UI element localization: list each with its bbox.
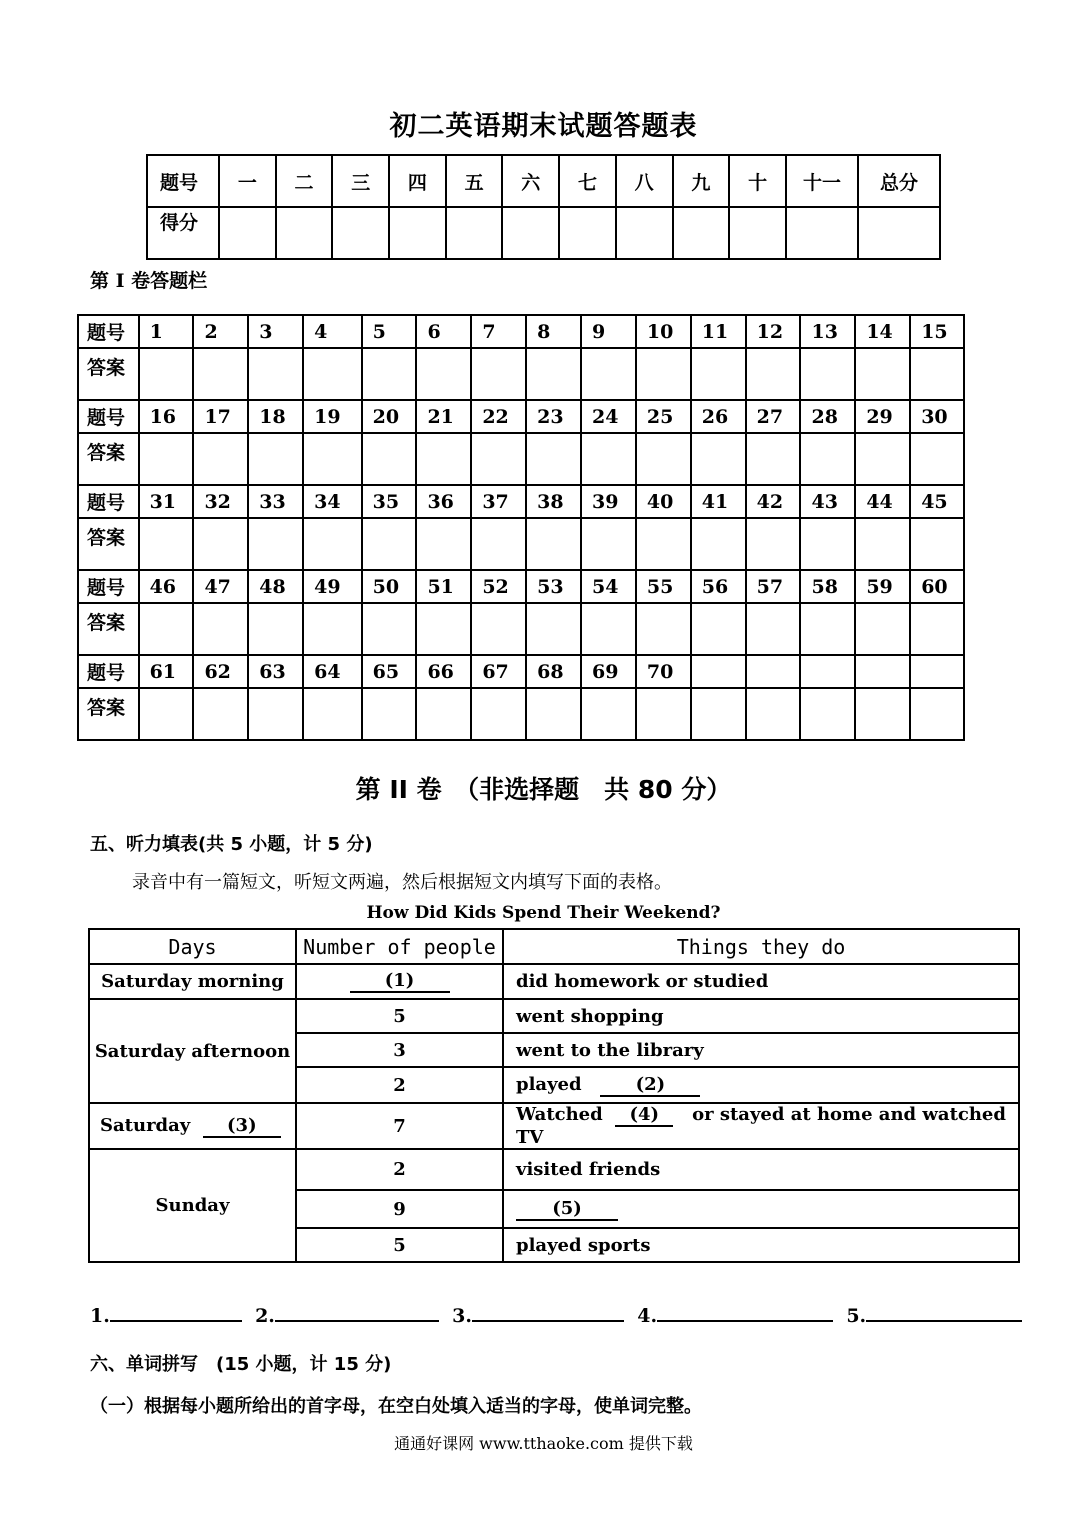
listening-header-row — [89, 929, 1019, 964]
answer-cell[interactable] — [303, 688, 361, 740]
question-number: 16 — [139, 400, 194, 433]
thing-cell: played sports — [503, 1228, 1019, 1262]
question-number: 8 — [526, 315, 581, 348]
answer-label: 答案 — [78, 603, 139, 655]
question-number: 13 — [800, 315, 855, 348]
answer-cell[interactable] — [910, 518, 964, 570]
answer-row — [78, 688, 964, 740]
answer-cell[interactable] — [471, 603, 526, 655]
answer-cell[interactable] — [910, 433, 964, 485]
score-cell[interactable] — [673, 207, 730, 259]
number-cell: 5 — [296, 1228, 503, 1262]
answer-cell[interactable] — [526, 348, 581, 400]
score-header-row — [147, 155, 940, 207]
question-number: 10 — [636, 315, 691, 348]
question-number: 35 — [362, 485, 417, 518]
question-number: 62 — [193, 655, 248, 688]
answer-cell[interactable] — [248, 688, 303, 740]
question-number: 26 — [691, 400, 746, 433]
answer-cell[interactable] — [248, 603, 303, 655]
number-cell: 2 — [296, 1067, 503, 1103]
thing-text: or stayed at home and watched TV — [516, 1104, 1006, 1148]
score-col: 四 — [389, 155, 446, 207]
question-number: 28 — [800, 400, 855, 433]
answer-label: 5. — [846, 1305, 867, 1327]
question-number: 60 — [910, 570, 964, 603]
answer-cell[interactable] — [139, 603, 194, 655]
answer-cell[interactable] — [471, 688, 526, 740]
answer-cell[interactable] — [910, 348, 964, 400]
question-number: 39 — [581, 485, 636, 518]
score-row-label: 得分 — [147, 207, 219, 259]
number-cell: 2 — [296, 1149, 503, 1190]
listening-row — [89, 1103, 1019, 1149]
thing-cell: went shopping — [503, 999, 1019, 1033]
answer-cell[interactable] — [362, 348, 417, 400]
answer-cell[interactable] — [636, 433, 691, 485]
answer-cell[interactable] — [248, 348, 303, 400]
answer-cell[interactable] — [416, 688, 471, 740]
header-things: Things they do — [503, 929, 1019, 964]
answer-cell[interactable] — [581, 348, 636, 400]
question-number: 23 — [526, 400, 581, 433]
question-number: 68 — [526, 655, 581, 688]
thing-cell: visited friends — [503, 1149, 1019, 1190]
question-number: 38 — [526, 485, 581, 518]
question-number: 31 — [139, 485, 194, 518]
question-number: 11 — [691, 315, 746, 348]
question-number: 33 — [248, 485, 303, 518]
question-number — [746, 655, 801, 688]
answer-cell[interactable] — [636, 348, 691, 400]
question-number: 64 — [303, 655, 361, 688]
page-title: 初二英语期末试题答题表 — [389, 111, 698, 142]
question-label: 题号 — [78, 570, 139, 603]
answer-cell[interactable] — [691, 348, 746, 400]
score-cell[interactable] — [276, 207, 333, 259]
answer-cell[interactable] — [471, 433, 526, 485]
question-number: 42 — [746, 485, 801, 518]
section6-heading: 六、单词拼写 (15 小题，计 15 分) — [90, 1354, 392, 1375]
question-number: 29 — [855, 400, 910, 433]
thing-cell — [503, 1067, 1019, 1103]
score-col: 六 — [502, 155, 559, 207]
question-number: 19 — [303, 400, 361, 433]
question-number: 9 — [581, 315, 636, 348]
section6-subheading: （一）根据每小题所给出的首字母，在空白处填入适当的字母，使单词完整。 — [90, 1396, 702, 1417]
question-number: 22 — [471, 400, 526, 433]
question-number-row — [78, 655, 964, 688]
listening-answer-lines — [90, 1302, 1022, 1327]
header-days: Days — [89, 929, 296, 964]
answer-line-4[interactable] — [657, 1302, 833, 1322]
question-number-row — [78, 570, 964, 603]
question-number: 50 — [362, 570, 417, 603]
score-col: 总分 — [858, 155, 940, 207]
answer-cell[interactable] — [303, 348, 361, 400]
question-label: 题号 — [78, 655, 139, 688]
answer-line-1[interactable] — [110, 1302, 242, 1322]
question-number: 67 — [471, 655, 526, 688]
thing-cell — [503, 1190, 1019, 1228]
question-number: 34 — [303, 485, 361, 518]
answer-cell[interactable] — [139, 348, 194, 400]
question-number: 54 — [581, 570, 636, 603]
question-number — [910, 655, 964, 688]
answer-cell[interactable] — [362, 603, 417, 655]
question-number: 18 — [248, 400, 303, 433]
answer-cell[interactable] — [800, 348, 855, 400]
answer-cell[interactable] — [746, 603, 801, 655]
answer-cell[interactable] — [362, 433, 417, 485]
answer-cell[interactable] — [526, 433, 581, 485]
question-number: 70 — [636, 655, 691, 688]
answer-cell[interactable] — [800, 603, 855, 655]
blank-3[interactable]: (3) — [203, 1115, 281, 1138]
answer-cell[interactable] — [139, 433, 194, 485]
score-cell[interactable] — [219, 207, 276, 259]
answer-cell[interactable] — [303, 518, 361, 570]
answer-line-3[interactable] — [472, 1302, 624, 1322]
answer-cell[interactable] — [139, 688, 194, 740]
question-number: 12 — [746, 315, 801, 348]
day-cell: Saturday morning — [89, 964, 296, 999]
answer-cell[interactable] — [471, 348, 526, 400]
score-cell[interactable] — [332, 207, 389, 259]
answer-cell[interactable] — [526, 518, 581, 570]
question-number: 52 — [471, 570, 526, 603]
answer-cell[interactable] — [416, 518, 471, 570]
thing-cell: did homework or studied — [503, 964, 1019, 999]
question-number: 27 — [746, 400, 801, 433]
question-number: 36 — [416, 485, 471, 518]
answer-row — [78, 433, 964, 485]
answer-cell[interactable] — [855, 518, 910, 570]
answer-cell[interactable] — [248, 433, 303, 485]
answer-cell[interactable] — [362, 518, 417, 570]
question-number: 55 — [636, 570, 691, 603]
question-number: 51 — [416, 570, 471, 603]
listening-table-title: How Did Kids Spend Their Weekend? — [366, 903, 721, 923]
answer-cell[interactable] — [303, 603, 361, 655]
question-number: 14 — [855, 315, 910, 348]
question-number: 41 — [691, 485, 746, 518]
question-number: 4 — [303, 315, 361, 348]
number-cell: 3 — [296, 1033, 503, 1067]
blank-1[interactable]: (1) — [350, 970, 450, 993]
question-number-row — [78, 485, 964, 518]
answer-cell[interactable] — [855, 433, 910, 485]
question-number: 25 — [636, 400, 691, 433]
answer-cell[interactable] — [416, 433, 471, 485]
footer-credit: 通通好课网 www.tthaoke.com 提供下载 — [394, 1434, 693, 1453]
day-cell — [89, 1103, 296, 1149]
answer-row — [78, 518, 964, 570]
question-number: 66 — [416, 655, 471, 688]
thing-cell — [503, 1103, 1019, 1149]
answer-cell[interactable] — [746, 433, 801, 485]
question-number-row — [78, 400, 964, 433]
answer-cell[interactable] — [636, 603, 691, 655]
question-number: 58 — [800, 570, 855, 603]
answer-label: 答案 — [78, 518, 139, 570]
question-number: 44 — [855, 485, 910, 518]
answer-cell[interactable] — [193, 688, 248, 740]
listening-row — [89, 964, 1019, 999]
question-number — [691, 655, 746, 688]
answer-cell[interactable] — [139, 518, 194, 570]
question-number-row — [78, 315, 964, 348]
answer-row — [78, 603, 964, 655]
question-number: 37 — [471, 485, 526, 518]
question-number: 17 — [193, 400, 248, 433]
answer-row — [78, 348, 964, 400]
answer-cell[interactable] — [193, 603, 248, 655]
section5-heading: 五、听力填表(共 5 小题，计 5 分) — [90, 834, 373, 855]
question-number: 61 — [139, 655, 194, 688]
score-header-label: 题号 — [147, 155, 219, 207]
score-cell[interactable] — [858, 207, 940, 259]
day-text: Saturday — [100, 1114, 191, 1136]
question-number: 40 — [636, 485, 691, 518]
answer-cell[interactable] — [800, 688, 855, 740]
answer-cell[interactable] — [526, 603, 581, 655]
number-cell — [296, 964, 503, 999]
thing-text: Watched — [516, 1104, 603, 1125]
answer-line-2[interactable] — [275, 1302, 439, 1322]
score-col: 三 — [332, 155, 389, 207]
listening-table — [88, 928, 1020, 1263]
answer-label: 2. — [255, 1305, 275, 1327]
score-table — [146, 154, 941, 260]
question-number: 15 — [910, 315, 964, 348]
number-cell: 5 — [296, 999, 503, 1033]
question-number — [800, 655, 855, 688]
score-col: 五 — [446, 155, 503, 207]
answer-cell[interactable] — [581, 603, 636, 655]
score-col: 八 — [616, 155, 673, 207]
question-number: 3 — [248, 315, 303, 348]
answer-grid — [77, 314, 965, 741]
answer-cell[interactable] — [800, 433, 855, 485]
number-cell: 7 — [296, 1103, 503, 1149]
score-cell[interactable] — [616, 207, 673, 259]
answer-cell[interactable] — [248, 518, 303, 570]
answer-cell[interactable] — [193, 348, 248, 400]
question-number: 63 — [248, 655, 303, 688]
answer-cell[interactable] — [910, 688, 964, 740]
score-cell[interactable] — [729, 207, 786, 259]
question-number: 32 — [193, 485, 248, 518]
question-number: 24 — [581, 400, 636, 433]
number-cell: 9 — [296, 1190, 503, 1228]
score-col: 十一 — [786, 155, 858, 207]
question-number: 5 — [362, 315, 417, 348]
question-label: 题号 — [78, 315, 139, 348]
question-number: 69 — [581, 655, 636, 688]
question-number: 7 — [471, 315, 526, 348]
answer-cell[interactable] — [691, 603, 746, 655]
listening-row — [89, 999, 1019, 1033]
question-number: 1 — [139, 315, 194, 348]
answer-cell[interactable] — [581, 433, 636, 485]
answer-label: 答案 — [78, 348, 139, 400]
answer-line-5[interactable] — [866, 1302, 1022, 1322]
part2-heading: 第 II 卷 （非选择题 共 80 分） — [355, 775, 732, 804]
blank-5[interactable]: (5) — [516, 1198, 618, 1221]
answer-cell[interactable] — [691, 688, 746, 740]
question-number — [855, 655, 910, 688]
thing-cell: went to the library — [503, 1033, 1019, 1067]
question-number: 21 — [416, 400, 471, 433]
score-col: 九 — [673, 155, 730, 207]
answer-label: 1. — [90, 1305, 110, 1327]
answer-cell[interactable] — [855, 603, 910, 655]
score-col: 十 — [729, 155, 786, 207]
answer-cell[interactable] — [636, 518, 691, 570]
part1-label: 第 I 卷答题栏 — [90, 270, 208, 292]
question-label: 题号 — [78, 400, 139, 433]
answer-cell[interactable] — [471, 518, 526, 570]
score-cell[interactable] — [502, 207, 559, 259]
section5-instruction: 录音中有一篇短文，听短文两遍，然后根据短文内填写下面的表格。 — [132, 872, 672, 893]
answer-cell[interactable] — [581, 688, 636, 740]
question-number: 47 — [193, 570, 248, 603]
answer-cell[interactable] — [855, 348, 910, 400]
score-col: 二 — [276, 155, 333, 207]
answer-cell[interactable] — [416, 603, 471, 655]
answer-cell[interactable] — [416, 348, 471, 400]
header-number: Number of people — [296, 929, 503, 964]
day-cell: Sunday — [89, 1149, 296, 1262]
score-cell[interactable] — [446, 207, 503, 259]
thing-text: played — [516, 1073, 582, 1095]
score-row — [147, 207, 940, 259]
score-cell[interactable] — [389, 207, 446, 259]
question-number: 20 — [362, 400, 417, 433]
answer-cell[interactable] — [746, 348, 801, 400]
question-number: 53 — [526, 570, 581, 603]
answer-label: 答案 — [78, 433, 139, 485]
question-number: 65 — [362, 655, 417, 688]
question-number: 56 — [691, 570, 746, 603]
blank-2[interactable]: (2) — [600, 1074, 700, 1097]
score-col: 七 — [559, 155, 616, 207]
listening-row — [89, 1149, 1019, 1190]
question-number: 43 — [800, 485, 855, 518]
answer-label: 4. — [637, 1305, 658, 1327]
score-col: 一 — [219, 155, 276, 207]
answer-cell[interactable] — [746, 688, 801, 740]
answer-cell[interactable] — [362, 688, 417, 740]
question-number: 2 — [193, 315, 248, 348]
answer-cell[interactable] — [691, 518, 746, 570]
answer-cell[interactable] — [910, 603, 964, 655]
answer-cell[interactable] — [691, 433, 746, 485]
question-number: 49 — [303, 570, 361, 603]
question-number: 45 — [910, 485, 964, 518]
answer-cell[interactable] — [800, 518, 855, 570]
answer-label: 答案 — [78, 688, 139, 740]
day-cell: Saturday afternoon — [89, 999, 296, 1103]
question-label: 题号 — [78, 485, 139, 518]
question-number: 59 — [855, 570, 910, 603]
answer-cell[interactable] — [581, 518, 636, 570]
score-cell[interactable] — [786, 207, 858, 259]
answer-label: 3. — [452, 1305, 472, 1327]
answer-cell[interactable] — [193, 433, 248, 485]
question-number: 48 — [248, 570, 303, 603]
score-cell[interactable] — [559, 207, 616, 259]
answer-cell[interactable] — [193, 518, 248, 570]
answer-cell[interactable] — [855, 688, 910, 740]
answer-cell[interactable] — [303, 433, 361, 485]
question-number: 6 — [416, 315, 471, 348]
question-number: 46 — [139, 570, 194, 603]
answer-cell[interactable] — [636, 688, 691, 740]
answer-cell[interactable] — [526, 688, 581, 740]
question-number: 30 — [910, 400, 964, 433]
question-number: 57 — [746, 570, 801, 603]
answer-cell[interactable] — [746, 518, 801, 570]
blank-4[interactable]: (4) — [615, 1104, 673, 1127]
